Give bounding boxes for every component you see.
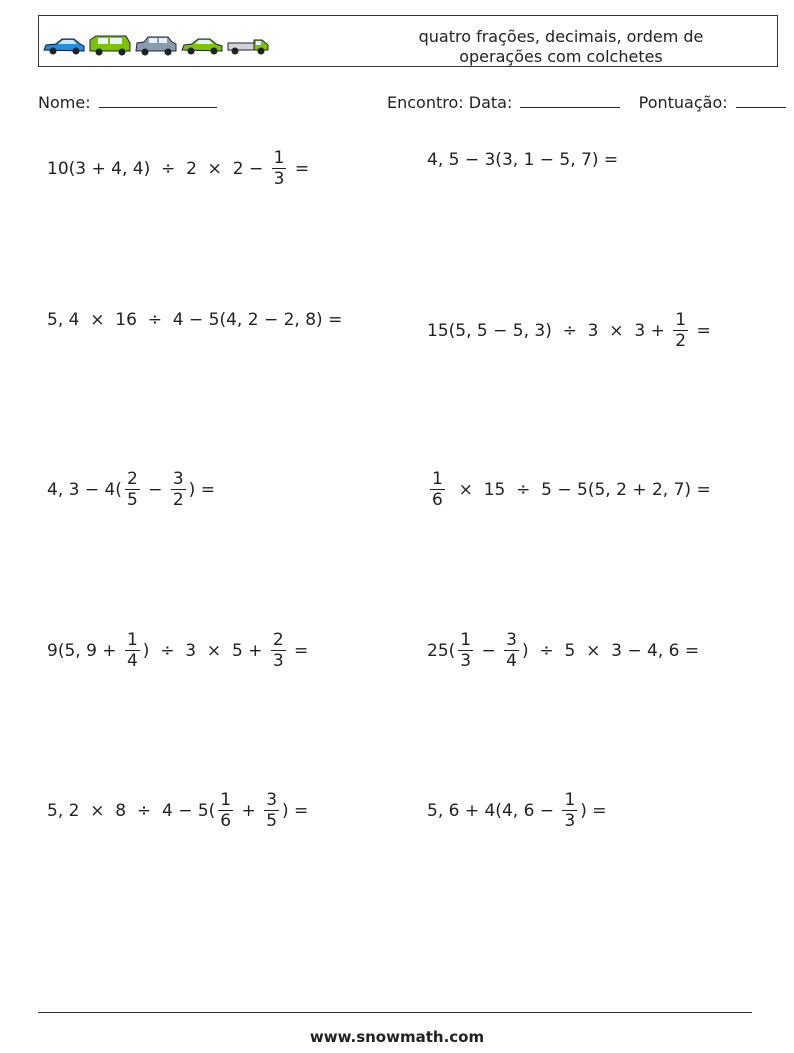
expression-text: = xyxy=(288,640,309,661)
fraction-denominator: 3 xyxy=(564,811,576,831)
fraction xyxy=(504,630,519,671)
fraction xyxy=(562,790,577,831)
fraction-numerator: 3 xyxy=(172,469,184,489)
fraction-numerator: 1 xyxy=(675,310,687,330)
score-label: Pontuação: xyxy=(638,93,728,112)
fraction xyxy=(125,469,140,510)
expression-text: 5, 6 + 4(4, 6 − xyxy=(427,800,560,821)
problem-5 xyxy=(47,469,215,510)
name-blank[interactable] xyxy=(99,93,217,108)
blue-car-icon xyxy=(42,36,86,56)
problem-1 xyxy=(47,148,309,189)
expression-text: 4, 5 − 3(3, 1 − 5, 7) = xyxy=(427,150,619,170)
fraction-denominator: 5 xyxy=(266,811,278,831)
header-box xyxy=(38,15,778,67)
expression-text: 10(3 + 4, 4) ÷ 2 × 2 − xyxy=(47,158,269,179)
fraction xyxy=(458,630,473,671)
fraction-denominator: 6 xyxy=(220,811,232,831)
footer-divider xyxy=(38,1012,752,1013)
score-blank[interactable] xyxy=(736,93,786,108)
expression-text: − xyxy=(476,640,502,661)
fraction-numerator: 1 xyxy=(273,148,285,168)
fraction-numerator: 1 xyxy=(432,469,443,489)
expression-text: − xyxy=(142,479,168,500)
fraction-numerator: 1 xyxy=(220,790,232,810)
expression-text: + xyxy=(236,800,262,821)
expression-text: × 15 ÷ 5 − 5(5, 2 + 2, 7) = xyxy=(447,479,711,500)
expression-text: 4, 3 − 4( xyxy=(47,479,122,500)
fraction xyxy=(430,469,445,510)
green-car-icon xyxy=(180,36,224,56)
green-van-icon xyxy=(88,34,132,56)
fraction-denominator: 4 xyxy=(506,651,517,671)
expression-text: ) = xyxy=(580,800,607,821)
fraction-denominator: 5 xyxy=(126,490,138,510)
fraction xyxy=(673,310,688,351)
gray-suv-icon xyxy=(134,34,178,56)
name-field xyxy=(38,93,217,112)
meeting-score-fields xyxy=(387,93,786,112)
fraction-denominator: 3 xyxy=(272,651,284,671)
expression-text: ) ÷ 3 × 5 + xyxy=(142,640,268,661)
worksheet-title xyxy=(391,27,731,67)
expression-text: ) = xyxy=(282,800,309,821)
fraction xyxy=(264,790,279,831)
problem-9 xyxy=(47,790,308,831)
fraction-numerator: 2 xyxy=(272,630,284,650)
fraction-numerator: 3 xyxy=(266,790,278,810)
problem-3 xyxy=(47,310,342,330)
fraction-numerator: 1 xyxy=(126,630,138,650)
expression-text: = xyxy=(691,320,711,341)
expression-text: 15(5, 5 − 5, 3) ÷ 3 × 3 + xyxy=(427,320,671,341)
expression-text: 25( xyxy=(427,640,456,661)
meeting-date-label: Encontro: Data: xyxy=(387,93,513,112)
expression-text: ) ÷ 5 × 3 − 4, 6 = xyxy=(521,640,700,661)
fraction xyxy=(125,630,140,671)
footer-website[interactable]: www.snowmath.com xyxy=(309,1028,485,1046)
date-blank[interactable] xyxy=(520,93,620,108)
fraction-numerator: 1 xyxy=(564,790,576,810)
fraction-denominator: 2 xyxy=(675,331,687,351)
fraction xyxy=(218,790,233,831)
expression-text: 5, 2 × 8 ÷ 4 − 5( xyxy=(47,800,216,821)
fraction-numerator: 3 xyxy=(506,630,517,650)
fraction-denominator: 3 xyxy=(273,169,285,189)
problem-2 xyxy=(427,150,618,170)
problem-10 xyxy=(427,790,607,831)
problem-6 xyxy=(427,469,711,510)
name-label: Nome: xyxy=(38,93,91,112)
fraction-numerator: 2 xyxy=(126,469,138,489)
car-illustrations xyxy=(42,26,270,56)
fraction-denominator: 6 xyxy=(432,490,443,510)
fraction-numerator: 1 xyxy=(460,630,472,650)
fraction xyxy=(272,148,287,189)
expression-text: 9(5, 9 + xyxy=(47,640,122,661)
problem-7 xyxy=(47,630,308,671)
expression-text: 5, 4 × 16 ÷ 4 − 5(4, 2 − 2, 8) = xyxy=(47,310,343,330)
fraction xyxy=(271,630,286,671)
title-line-1: quatro frações, decimais, ordem de xyxy=(418,27,704,46)
fraction xyxy=(171,469,186,510)
problem-4 xyxy=(427,310,711,351)
title-line-2: operações com colchetes xyxy=(459,47,663,66)
expression-text: ) = xyxy=(188,479,215,500)
fraction-denominator: 3 xyxy=(460,651,472,671)
pickup-truck-icon xyxy=(226,36,270,56)
fraction-denominator: 4 xyxy=(126,651,138,671)
problem-8 xyxy=(427,630,699,671)
fraction-denominator: 2 xyxy=(172,490,184,510)
expression-text: = xyxy=(289,158,310,179)
